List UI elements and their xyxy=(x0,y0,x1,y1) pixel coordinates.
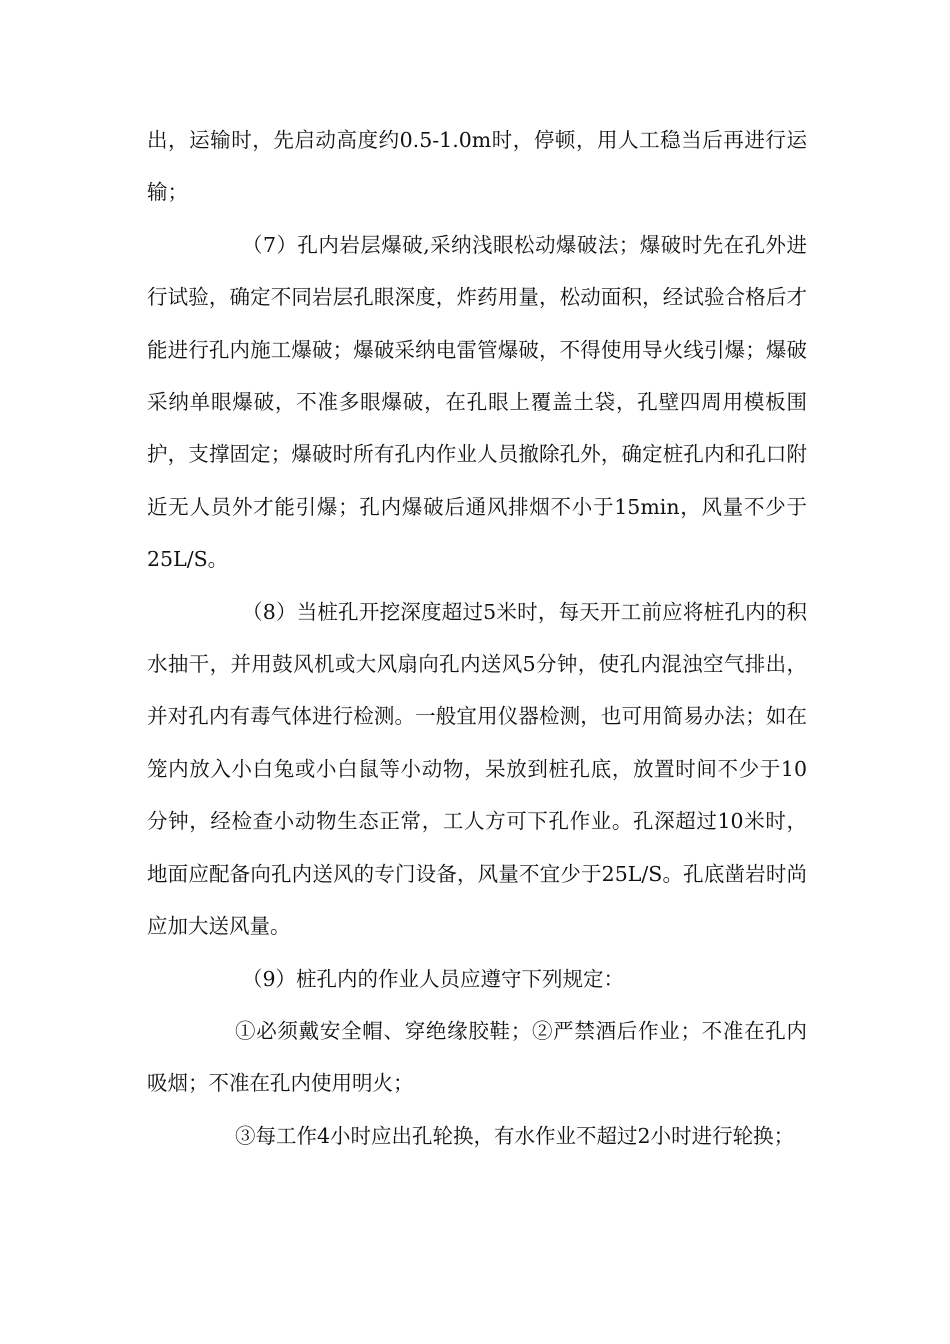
paragraph-item-9: （9）桩孔内的作业人员应遵守下列规定： xyxy=(242,966,625,991)
paragraph-transport: 出，运输时，先启动高度约0.5-1.0m时，停顿，用人工稳当后再进行运输； xyxy=(147,128,807,205)
paragraph-item-7: （7）孔内岩层爆破,采纳浅眼松动爆破法；爆破时先在孔外进行试验，确定不同岩层孔眼深度，炸药用量，松动面积，经试验合格后才能进行孔内施工爆破；爆破采纳电雷管爆破，不得使用导火线引爆；爆破采纳单眼爆破，不准多眼爆破，在孔眼上覆盖土袋，孔壁四周用模板围护，支撑固定；爆破时所有孔内作业人员撤除孔外，确定桩孔内和孔口附近无人员外才能引爆；孔内爆破后通风排烟不小于15min，风量不少于25L/S。 xyxy=(147,232,807,572)
paragraph-item-8: （8）当桩孔开挖深度超过5米时，每天开工前应将桩孔内的积水抽干，并用鼓风机或大风扇向孔内送风5分钟，使孔内混浊空气排出，并对孔内有毒气体进行检测。一般宜用仪器检测，也可用简易办法；如在笼内放入小白兔或小白鼠等小动物，呆放到桩孔底，放置时间不少于10分钟，经检查小动物生态正常，工人方可下孔作业。孔深超过10米时，地面应配备向孔内送风的专门设备，风量不宜少于25L/S。孔底凿岩时尚应加大送风量。 xyxy=(147,599,807,939)
paragraph-rule-3: ③每工作4小时应出孔轮换，有水作业不超过2小时进行轮换； xyxy=(235,1123,795,1148)
paragraph-rule-1-2: ①必须戴安全帽、穿绝缘胶鞋；②严禁酒后作业；不准在孔内吸烟；不准在孔内使用明火； xyxy=(147,1018,807,1096)
body-text xyxy=(147,114,807,1162)
